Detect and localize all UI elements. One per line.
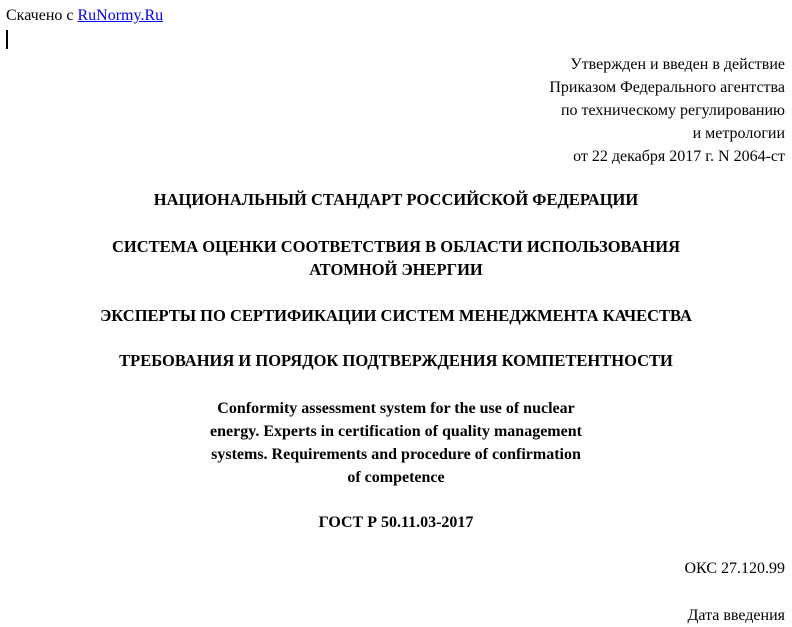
approval-block bbox=[385, 53, 785, 168]
english-title bbox=[0, 397, 792, 489]
oks-code: ОКС 27.120.99 bbox=[684, 560, 785, 577]
system-heading bbox=[0, 235, 792, 281]
approval-line: Приказом Федерального агентства bbox=[549, 79, 785, 96]
experts-heading: ЭКСПЕРТЫ ПО СЕРТИФИКАЦИИ СИСТЕМ МЕНЕДЖМЕНТА КАЧЕСТВА bbox=[100, 306, 692, 325]
english-title-line: Conformity assessment system for the use of nuclear bbox=[217, 400, 575, 417]
source-link[interactable]: RuNormy.Ru bbox=[77, 7, 164, 24]
english-title-line: systems. Requirements and procedure of confirmation bbox=[211, 446, 581, 463]
national-standard-heading: НАЦИОНАЛЬНЫЙ СТАНДАРТ РОССИЙСКОЙ ФЕДЕРАЦИИ bbox=[153, 190, 639, 209]
english-title-line: of competence bbox=[347, 469, 445, 486]
source-prefix: Скачено с bbox=[6, 7, 78, 24]
approval-line: от 22 декабря 2017 г. N 2064-ст bbox=[573, 148, 785, 165]
system-heading-line: СИСТЕМА ОЦЕНКИ СООТВЕТСТВИЯ В ОБЛАСТИ ИСПОЛЬЗОВАНИЯ bbox=[111, 237, 681, 256]
approval-line: Утвержден и введен в действие bbox=[570, 56, 785, 73]
approval-line: и метрологии bbox=[692, 125, 785, 142]
standard-designation: ГОСТ Р 50.11.03-2017 bbox=[318, 514, 474, 531]
text-cursor bbox=[6, 30, 8, 49]
english-title-line: energy. Experts in certification of quality management bbox=[210, 423, 582, 440]
source-line bbox=[6, 6, 163, 26]
system-heading-line: АТОМНОЙ ЭНЕРГИИ bbox=[309, 260, 483, 279]
requirements-heading: ТРЕБОВАНИЯ И ПОРЯДОК ПОДТВЕРЖДЕНИЯ КОМПЕТЕНТНОСТИ bbox=[119, 351, 673, 370]
approval-line: по техническому регулированию bbox=[560, 102, 785, 119]
intro-date-label: Дата введения bbox=[687, 607, 785, 624]
